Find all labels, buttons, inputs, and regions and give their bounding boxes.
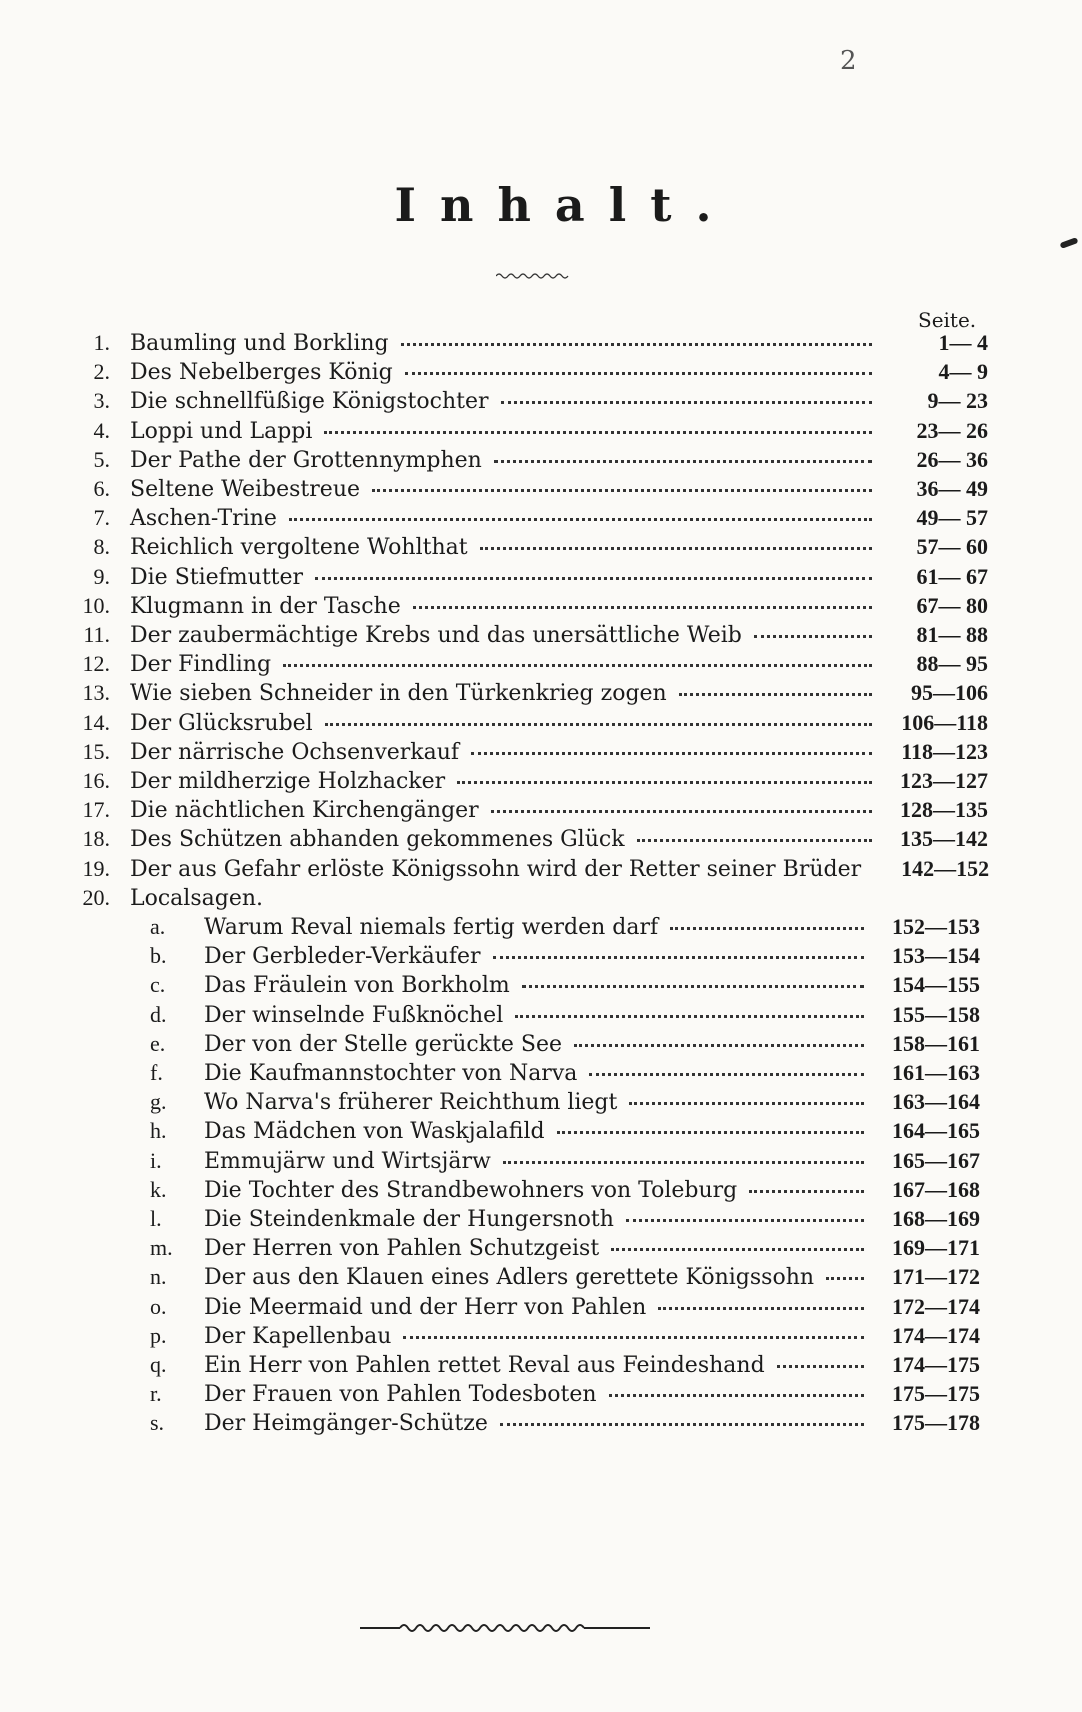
entry-number: q. <box>150 1352 167 1377</box>
dot-leader <box>515 1014 864 1018</box>
entry-pages: 135—142 <box>900 826 988 852</box>
toc-subentry <box>150 1089 980 1119</box>
entry-pages: 175—178 <box>892 1410 980 1436</box>
page-title: Inhalt. <box>394 178 736 232</box>
entry-title: Der närrische Ochsenverkauf <box>130 739 460 765</box>
entry-number: 20. <box>82 884 110 910</box>
entry-title: Wo Narva's früherer Reichthum liegt <box>204 1090 618 1116</box>
dot-leader <box>372 488 872 492</box>
entry-pages: 4— 9 <box>938 359 988 385</box>
entry-pages: 167—168 <box>892 1176 980 1202</box>
toc-entry <box>58 359 988 389</box>
entry-title: Die Steindenkmale der Hungersnoth <box>204 1207 614 1232</box>
dot-leader <box>457 780 872 784</box>
entry-number: 2. <box>93 359 110 385</box>
entry-number: 6. <box>93 476 110 501</box>
entry-number: n. <box>150 1264 167 1290</box>
dot-leader <box>826 1276 864 1280</box>
entry-pages: 128—135 <box>900 797 988 823</box>
entry-pages: 61— 67 <box>916 563 988 589</box>
entry-number: f. <box>150 1060 163 1085</box>
entry-title: Das Mädchen von Waskjalafild <box>204 1119 545 1145</box>
dot-leader <box>522 984 864 988</box>
entry-title: Die nächtlichen Kirchengänger <box>130 798 479 824</box>
entry-number: 18. <box>82 826 110 852</box>
dot-leader <box>471 751 872 755</box>
dot-leader <box>494 459 872 463</box>
toc-subentry <box>150 1264 980 1294</box>
dot-leader <box>480 546 872 550</box>
entry-number: o. <box>150 1293 167 1319</box>
dot-leader <box>557 1130 864 1134</box>
toc-entry <box>58 330 988 360</box>
entry-title: Der mildherzige Holzhacker <box>130 769 446 794</box>
toc-entry <box>58 768 988 798</box>
entry-number: a. <box>150 914 166 939</box>
entry-title: Der winselnde Fußknöchel <box>204 1002 504 1028</box>
dot-leader <box>283 663 872 667</box>
entry-number: c. <box>150 972 166 998</box>
toc-entry <box>58 388 988 418</box>
entry-number: g. <box>150 1089 167 1115</box>
toc-subentry <box>150 1323 980 1353</box>
toc-entry <box>58 680 988 710</box>
entry-pages: 57— 60 <box>916 534 988 560</box>
dot-leader <box>589 1072 864 1076</box>
toc-subentry <box>150 943 980 973</box>
dot-leader <box>626 1218 864 1222</box>
ink-mark <box>1060 237 1079 249</box>
entry-pages: 174—174 <box>892 1322 980 1348</box>
toc-entry <box>58 505 988 535</box>
dot-leader <box>315 576 872 580</box>
entry-title: Die Tochter des Strandbewohners von Toleburg <box>204 1177 738 1203</box>
toc-entry <box>58 856 988 886</box>
toc-subentry <box>150 1118 980 1148</box>
entry-number: d. <box>150 1001 167 1027</box>
entry-pages: 169—171 <box>892 1235 980 1261</box>
bottom-rule <box>360 1620 660 1636</box>
entry-pages: 168—169 <box>892 1206 980 1231</box>
dot-leader <box>405 371 872 375</box>
entry-pages: 152—153 <box>892 914 980 939</box>
entry-pages: 88— 95 <box>916 651 988 677</box>
entry-number: e. <box>150 1030 166 1056</box>
toc-subentry <box>150 1031 980 1061</box>
entry-title: Der aus den Klauen eines Adlers gerettete Königssohn <box>204 1265 815 1291</box>
entry-number: s. <box>150 1410 165 1436</box>
toc-entry <box>58 418 988 448</box>
toc-entry <box>58 826 988 856</box>
entry-title: Der zaubermächtige Krebs und das unersättliche Weib <box>130 623 742 648</box>
entry-pages: 26— 36 <box>916 446 988 472</box>
entry-number: 12. <box>82 651 110 677</box>
toc-entry <box>58 447 988 477</box>
entry-title: Das Fräulein von Borkholm <box>204 973 510 999</box>
dot-leader <box>413 605 872 609</box>
dot-leader <box>777 1364 864 1368</box>
entry-number: 7. <box>93 505 110 531</box>
title-rule <box>496 272 570 280</box>
entry-number: 15. <box>82 738 110 764</box>
toc-subentry <box>150 1294 980 1324</box>
entry-title: Die schnellfüßige Königstochter <box>130 389 489 415</box>
toc-entry <box>58 534 988 564</box>
entry-title: Der Pathe der Grottennymphen <box>130 447 482 473</box>
dot-leader <box>679 692 872 696</box>
dot-leader <box>670 926 864 930</box>
dot-leader <box>574 1043 864 1047</box>
toc-entry <box>58 564 988 594</box>
entry-number: 8. <box>93 534 110 560</box>
toc-subentry <box>150 1235 980 1265</box>
entry-pages: 158—161 <box>892 1030 980 1056</box>
dot-leader <box>275 900 872 901</box>
entry-pages: 174—175 <box>892 1352 980 1377</box>
entry-pages: 165—167 <box>892 1147 980 1173</box>
entry-number: b. <box>150 943 167 969</box>
toc-subentry <box>150 1410 980 1440</box>
dot-leader <box>501 400 873 404</box>
entry-title: Baumling und Borkling <box>130 331 389 356</box>
entry-pages: 49— 57 <box>916 505 988 531</box>
toc-entry <box>58 885 988 915</box>
entry-pages: 171—172 <box>892 1264 980 1290</box>
toc-entry <box>58 797 988 827</box>
page-column-header: Seite. <box>918 308 977 332</box>
entry-pages: 161—163 <box>892 1060 980 1085</box>
dot-leader <box>289 517 872 521</box>
entry-pages: 142—152 <box>901 855 990 881</box>
entry-title: Der Heimgänger-Schütze <box>204 1411 488 1437</box>
entry-number: 3. <box>93 388 110 414</box>
entry-pages: 123—127 <box>900 768 988 793</box>
entry-title: Localsagen. <box>130 885 263 911</box>
toc-subentry <box>150 914 980 944</box>
toc-entry <box>58 710 988 740</box>
entry-number: 9. <box>93 563 110 589</box>
toc-subentry <box>150 1148 980 1178</box>
entry-number: r. <box>150 1381 162 1407</box>
entry-number: l. <box>150 1206 162 1231</box>
entry-pages: 153—154 <box>892 943 980 969</box>
entry-number: 5. <box>93 446 110 472</box>
dot-leader <box>609 1393 864 1397</box>
entry-number: 19. <box>82 855 110 881</box>
entry-title: Der Gerbleder-Verkäufer <box>204 944 481 970</box>
entry-number: 11. <box>83 622 110 647</box>
entry-title: Der Herren von Pahlen Schutzgeist <box>204 1236 600 1262</box>
entry-title: Des Nebelberges König <box>130 360 393 386</box>
entry-number: p. <box>150 1322 167 1348</box>
dot-leader <box>491 809 872 813</box>
dot-leader <box>325 722 872 726</box>
dot-leader <box>500 1422 864 1426</box>
dot-leader <box>401 342 872 346</box>
entry-title: Emmujärw und Wirtsjärw <box>204 1148 491 1174</box>
dot-leader <box>403 1335 864 1339</box>
dot-leader <box>611 1247 864 1251</box>
toc-entry <box>58 476 988 506</box>
entry-number: i. <box>150 1147 162 1173</box>
entry-pages: 164—165 <box>892 1118 980 1144</box>
entry-number: 4. <box>93 417 110 443</box>
toc-subentry <box>150 1381 980 1411</box>
dot-leader <box>658 1306 864 1310</box>
entry-title: Des Schützen abhanden gekommenes Glück <box>130 827 625 853</box>
toc-subentry <box>150 1352 980 1382</box>
entry-number: h. <box>150 1118 167 1144</box>
entry-number: 13. <box>82 680 110 706</box>
entry-title: Loppi und Lappi <box>130 418 313 444</box>
entry-title: Der Frauen von Pahlen Todesboten <box>204 1382 597 1408</box>
toc-subentry <box>150 1060 980 1090</box>
entry-title: Klugmann in der Tasche <box>130 593 401 619</box>
entry-number: 14. <box>82 709 110 735</box>
entry-title: Die Meermaid und der Herr von Pahlen <box>204 1294 647 1320</box>
entry-title: Reichlich vergoltene Wohlthat <box>130 535 468 561</box>
entry-pages: 163—164 <box>892 1089 980 1115</box>
entry-pages: 172—174 <box>892 1293 980 1319</box>
dot-leader <box>324 430 872 434</box>
entry-title: Der Findling <box>130 652 272 678</box>
entry-number: k. <box>150 1176 167 1202</box>
entry-pages: 81— 88 <box>916 622 988 647</box>
dot-leader <box>637 838 872 842</box>
entry-title: Seltene Weibestreue <box>130 477 361 502</box>
entry-title: Warum Reval niemals fertig werden darf <box>204 915 659 940</box>
entry-pages: 154—155 <box>892 972 980 998</box>
entry-pages: 95—106 <box>911 680 988 706</box>
entry-title: Der Glücksrubel <box>130 710 313 736</box>
entry-number: 1. <box>93 330 110 355</box>
entry-pages: 106—118 <box>901 709 988 735</box>
entry-pages: 36— 49 <box>916 476 988 501</box>
entry-pages: 67— 80 <box>916 592 988 618</box>
corner-mark: 2 <box>840 46 857 76</box>
toc-subentry <box>150 1206 980 1236</box>
entry-pages: 1— 4 <box>938 330 988 355</box>
entry-number: m. <box>150 1235 173 1261</box>
entry-pages: 9— 23 <box>927 388 988 414</box>
entry-title: Der Kapellenbau <box>204 1323 392 1349</box>
entry-pages: 175—175 <box>892 1381 980 1407</box>
entry-pages: 118—123 <box>901 738 988 764</box>
entry-title: Die Kaufmannstochter von Narva <box>204 1061 578 1086</box>
toc-entry <box>58 593 988 623</box>
toc-subentry <box>150 972 980 1002</box>
entry-number: 10. <box>82 592 110 618</box>
dot-leader <box>629 1101 864 1105</box>
entry-title: Ein Herr von Pahlen rettet Reval aus Feindeshand <box>204 1353 765 1378</box>
entry-pages: 23— 26 <box>916 417 988 443</box>
toc-entry <box>58 651 988 681</box>
entry-title: Wie sieben Schneider in den Türkenkrieg zogen <box>130 681 667 707</box>
dot-leader <box>754 634 872 638</box>
dot-leader <box>503 1160 864 1164</box>
dot-leader <box>493 955 864 959</box>
toc-subentry <box>150 1002 980 1032</box>
entry-pages: 155—158 <box>892 1001 980 1027</box>
entry-number: 16. <box>82 768 110 793</box>
entry-title: Aschen-Trine <box>130 506 277 532</box>
entry-title: Die Stiefmutter <box>130 564 304 590</box>
entry-title: Der von der Stelle gerückte See <box>204 1031 563 1057</box>
toc-entry <box>58 622 988 652</box>
toc-entry <box>58 739 988 769</box>
dot-leader <box>749 1189 864 1193</box>
entry-title: Der aus Gefahr erlöste Königssohn wird der Retter seiner Brüder <box>130 856 862 882</box>
entry-number: 17. <box>82 797 110 823</box>
toc-subentry <box>150 1177 980 1207</box>
